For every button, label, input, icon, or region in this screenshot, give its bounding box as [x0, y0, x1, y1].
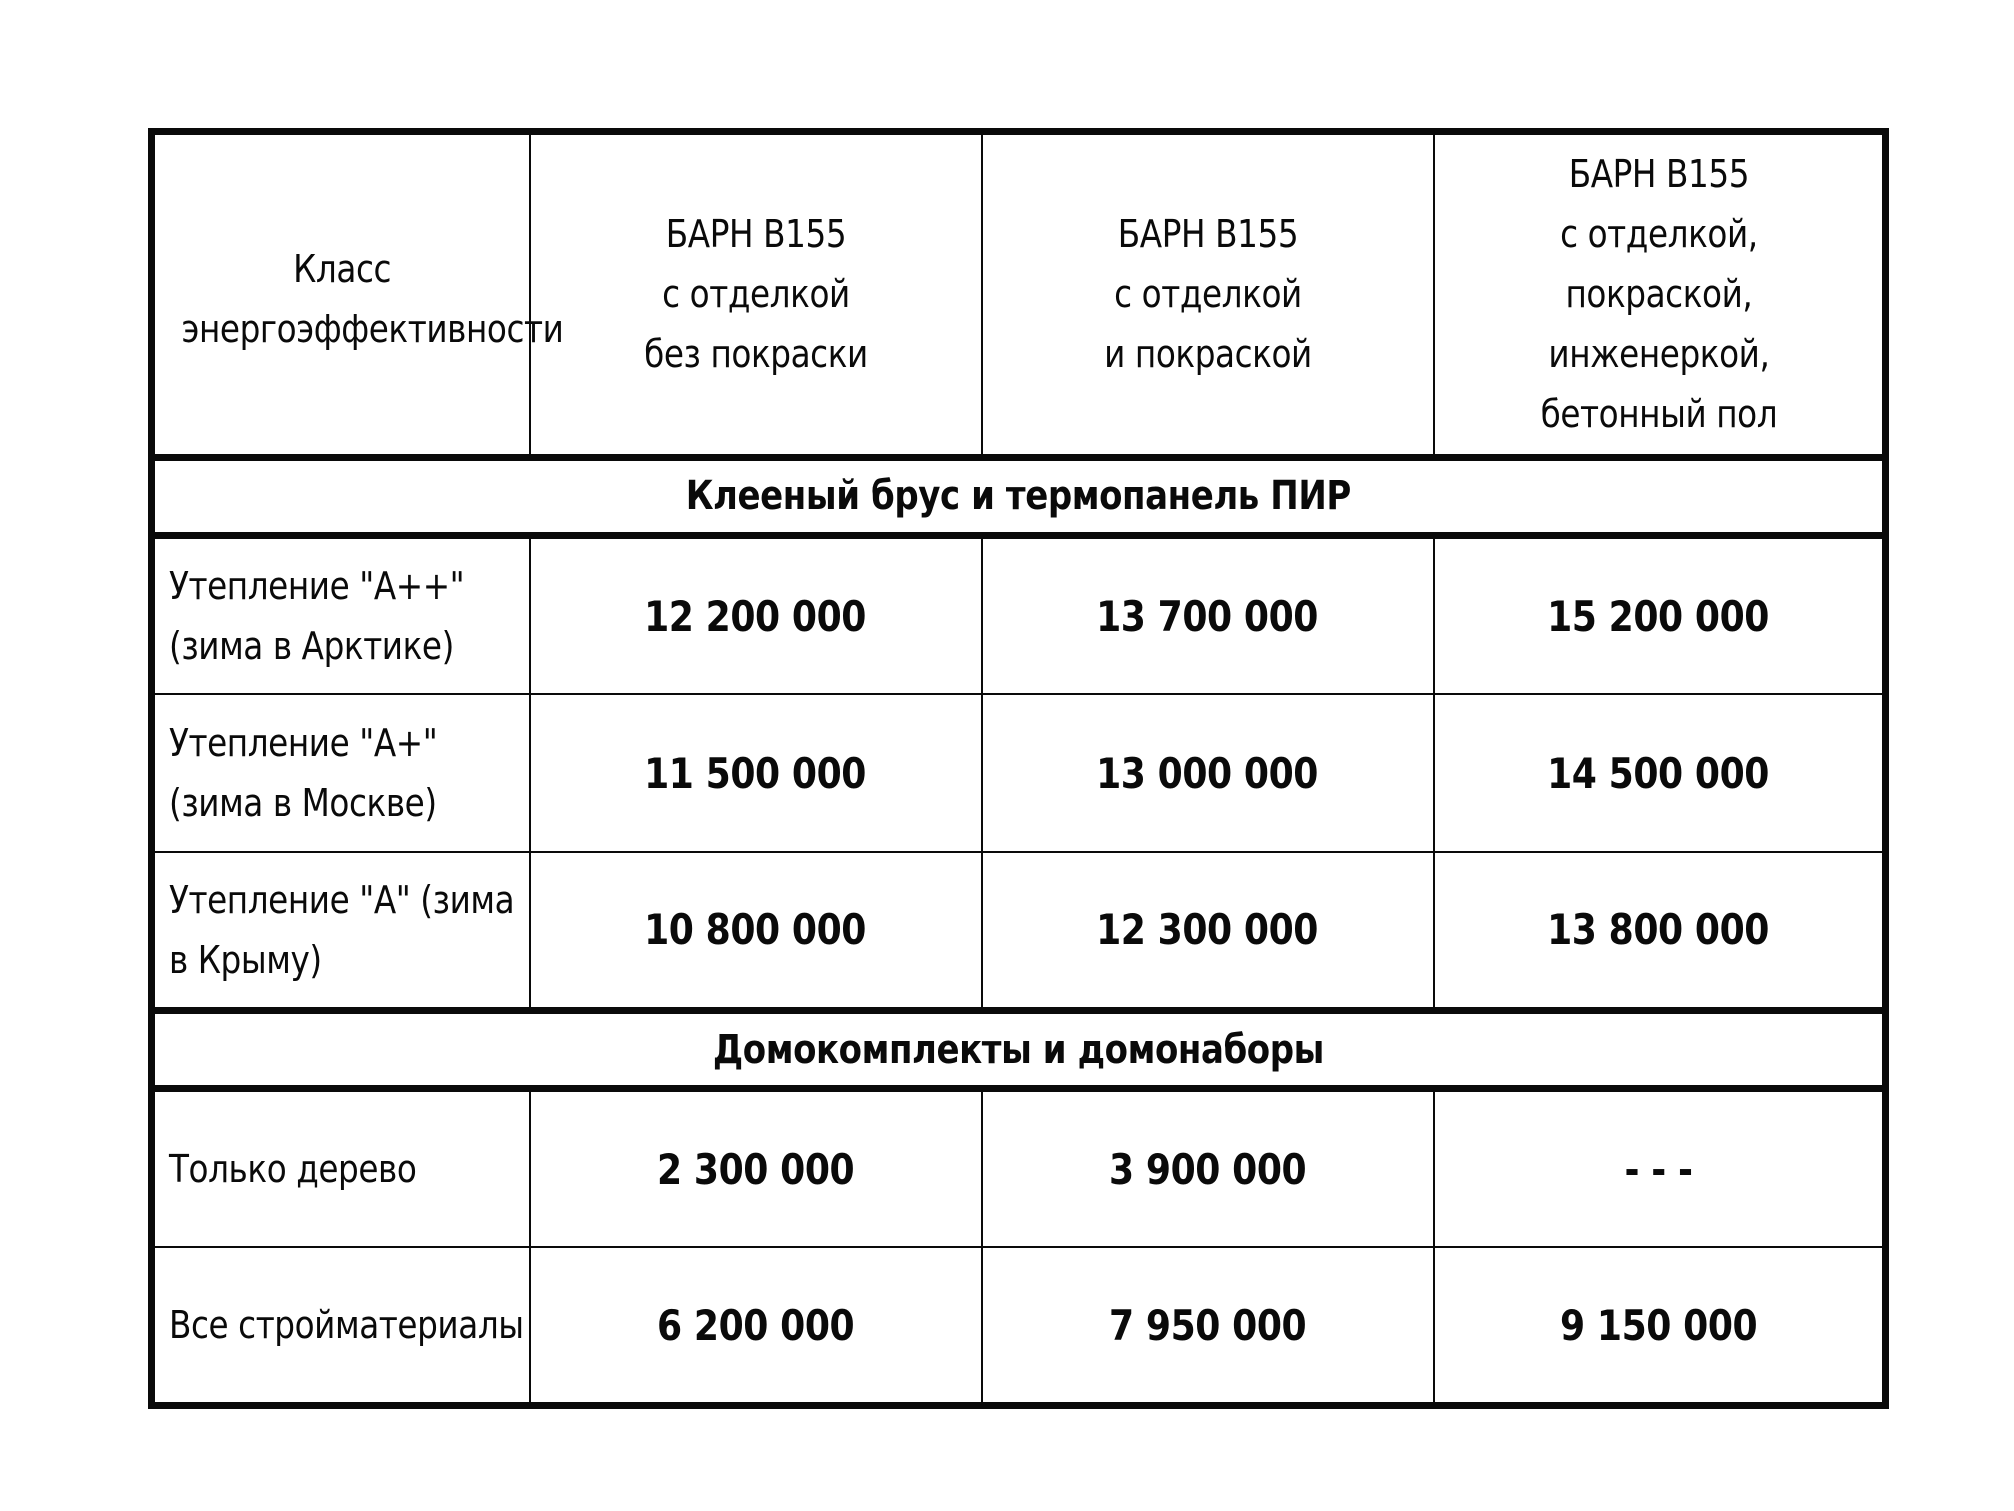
header-row: [152, 132, 1886, 458]
table-row: [152, 1247, 1886, 1405]
header-barn-with-paint: [1013, 132, 1402, 458]
price-cell: 13 800 000: [1434, 852, 1886, 1010]
row-label: Утепление "А++" (зима в Арктике): [152, 536, 530, 694]
header-barn-no-paint: [561, 132, 950, 458]
table-row: [152, 852, 1886, 1010]
price-cell: 7 950 000: [982, 1247, 1434, 1405]
section-title-house-kits: Домокомплекты и домонаборы: [152, 1010, 1886, 1089]
header-energy-class-label: Класс энергоэффективности: [180, 247, 563, 352]
header-barn-no-paint-label: БАРН В155 с отделкой без покраски: [643, 212, 868, 377]
price-cell: 2 300 000: [530, 1089, 982, 1247]
price-cell: 13 000 000: [982, 694, 1434, 852]
header-barn-full: [1465, 132, 1854, 458]
price-cell: 13 700 000: [982, 536, 1434, 694]
table-row: [152, 536, 1886, 694]
price-cell: 14 500 000: [1434, 694, 1886, 852]
price-cell: 12 200 000: [530, 536, 982, 694]
price-cell: 3 900 000: [982, 1089, 1434, 1247]
price-table: [148, 128, 1889, 1409]
table-row: [152, 694, 1886, 852]
row-label: Утепление "А+" (зима в Москве): [152, 694, 530, 852]
section-title-glulam: Клееный брус и термопанель ПИР: [152, 457, 1886, 536]
header-barn-with-paint-label: БАРН В155 с отделкой и покраской: [1103, 212, 1312, 377]
header-energy-class: [178, 132, 563, 458]
section-header-row: [152, 457, 1886, 536]
section-header-row: [152, 1010, 1886, 1089]
table-row: [152, 1089, 1886, 1247]
row-label: Только дерево: [152, 1089, 530, 1247]
price-cell: 10 800 000: [530, 852, 982, 1010]
price-cell: 9 150 000: [1434, 1247, 1886, 1405]
row-label: Все стройматериалы: [152, 1247, 530, 1405]
header-barn-full-label: БАРН В155 с отделкой, покраской, инженеркой, бетонный пол: [1540, 152, 1777, 437]
row-label: Утепление "А" (зима в Крыму): [152, 852, 530, 1010]
price-cell: 11 500 000: [530, 694, 982, 852]
price-cell: 6 200 000: [530, 1247, 982, 1405]
price-cell: - - -: [1434, 1089, 1886, 1247]
price-cell: 15 200 000: [1434, 536, 1886, 694]
price-cell: 12 300 000: [982, 852, 1434, 1010]
